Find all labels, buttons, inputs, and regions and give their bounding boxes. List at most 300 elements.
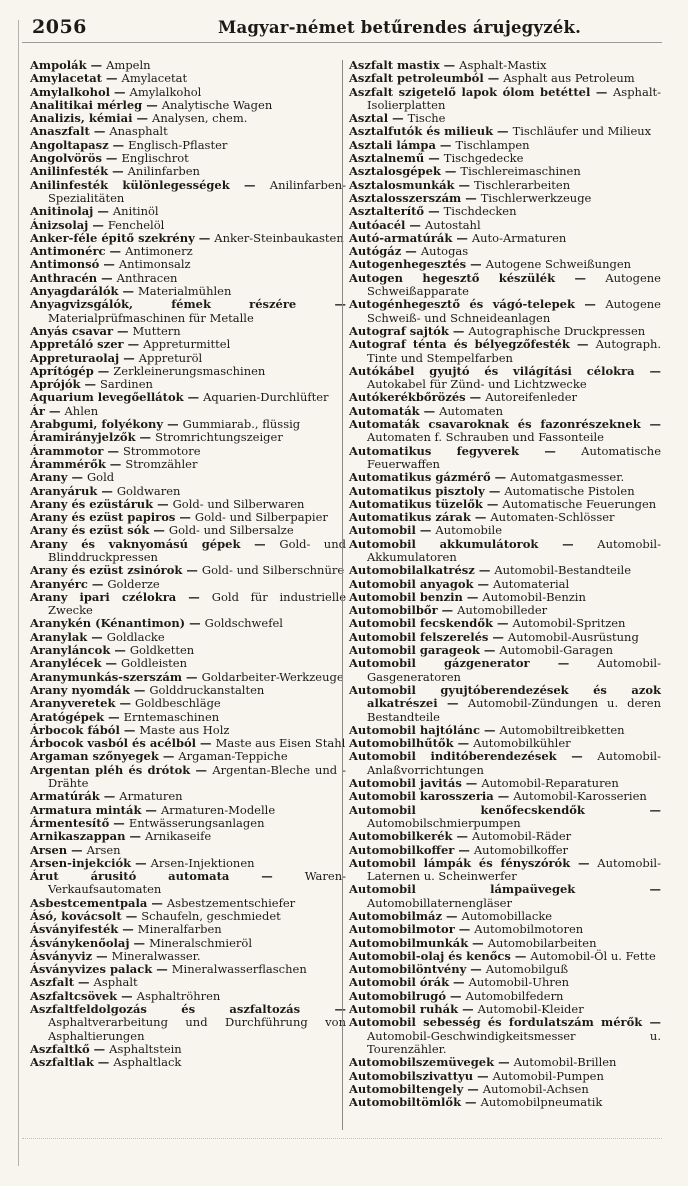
entry-german-term: Goldwaren <box>116 483 181 498</box>
entry-german-term: Automobil-Zündungen u. deren Bestandteile <box>367 696 661 724</box>
entry-hungarian-term: Ármentesítő <box>30 815 110 830</box>
entry-german-term: Automobilarbeiten <box>487 935 597 950</box>
entry-separator: — <box>449 975 469 990</box>
entry-german-term: Automobil-Brillen <box>513 1055 617 1070</box>
entry-separator: — <box>119 722 140 737</box>
entry-german-term: Tische <box>407 111 446 126</box>
index-entry <box>30 910 346 923</box>
entry-hungarian-term: Autókerékbőrözés <box>349 390 466 405</box>
entry-hungarian-term: Aszfalt szigetelő lapok ólom betéttel <box>349 84 591 99</box>
entry-hungarian-term: Anyagdarálók <box>30 284 119 299</box>
entry-hungarian-term: Automobil felszerelés <box>349 629 489 644</box>
entry-separator: — <box>461 776 482 791</box>
entry-separator: — <box>196 736 216 751</box>
index-entry <box>30 352 346 365</box>
entry-separator: — <box>117 988 137 1003</box>
entry-german-term: Automaterial <box>493 576 570 591</box>
entry-separator: — <box>97 483 117 498</box>
entry-separator: — <box>86 58 107 72</box>
index-entry <box>30 817 346 830</box>
entry-german-term: Automobil-Garagen <box>499 643 614 658</box>
entry-hungarian-term: Automobilmotor <box>349 922 455 937</box>
entry-german-term: Antimonsalz <box>118 257 191 272</box>
index-entry <box>30 684 346 697</box>
index-entry <box>349 471 661 484</box>
entry-hungarian-term: Asztalnemű <box>349 151 425 166</box>
index-entry <box>349 405 661 418</box>
entry-german-term: Argaman-Teppiche <box>178 749 288 764</box>
entry-hungarian-term: Automobil gázgenerator <box>349 656 530 671</box>
entry-separator: — <box>99 789 120 804</box>
entry-separator: — <box>442 909 462 923</box>
entry-german-term: Automaten <box>439 403 503 418</box>
index-entry <box>30 937 346 950</box>
index-entry <box>30 485 346 498</box>
entry-separator: — <box>424 151 444 166</box>
index-entry <box>349 485 661 498</box>
entry-german-term: Anitinöl <box>112 204 159 219</box>
entry-german-term: Arsen <box>86 842 121 857</box>
entry-german-term: Asphaltlack <box>113 1055 182 1070</box>
entry-separator: — <box>121 909 142 923</box>
entry-hungarian-term: Asztal <box>349 111 389 126</box>
index-entry <box>349 192 661 205</box>
entry-separator: — <box>388 111 408 126</box>
entry-hungarian-term: Automobil <box>349 523 416 538</box>
entry-separator: — <box>93 1055 114 1070</box>
entry-german-term: Anthracen <box>116 270 178 285</box>
entry-hungarian-term: Arsen <box>30 842 68 857</box>
entry-german-term: Argentan-Bleche und -Drähte <box>48 762 346 791</box>
entry-hungarian-term: Autókábel gyujtó és világítási célokra <box>349 363 635 378</box>
index-entry <box>30 179 346 206</box>
entry-hungarian-term: Anthracén <box>30 270 98 285</box>
entry-german-term: Gold- und Silberschnüre <box>201 563 345 578</box>
entry-german-term: Stromrichtungszeiger <box>155 430 283 445</box>
entry-hungarian-term: Anker-féle épitő szekrény <box>30 230 195 245</box>
entry-german-term: Automobil-Laternen u. Scheinwerfer <box>367 855 661 884</box>
entry-german-term: Automobilfedern <box>465 988 564 1003</box>
entry-separator: — <box>461 1095 481 1110</box>
entry-hungarian-term: Amylacetat <box>30 71 102 86</box>
entry-hungarian-term: Asztalterítő <box>349 204 425 219</box>
entry-hungarian-term: Autograf ténta és bélyegzőfesték <box>349 337 570 352</box>
entry-german-term: Ahlen <box>64 403 99 418</box>
entry-german-term: Automobillaternengläser <box>367 895 512 910</box>
entry-german-term: Automatgasmesser. <box>510 470 625 485</box>
entry-separator: — <box>555 270 606 285</box>
entry-german-term: Gold- und Silberwaren <box>172 496 305 511</box>
entry-separator: — <box>129 682 150 697</box>
index-entry <box>30 99 346 112</box>
entry-hungarian-term: Árammotor <box>30 443 104 458</box>
entry-hungarian-term: Ásványviz <box>30 948 93 963</box>
entry-german-term: Anker-Steinbaukasten <box>214 230 344 245</box>
entry-separator: — <box>538 536 598 551</box>
entry-hungarian-term: Autograf sajtók <box>349 323 449 338</box>
entry-separator: — <box>453 736 474 751</box>
index-entry <box>349 1003 661 1016</box>
entry-german-term: Automatische Feuerwaffen <box>367 443 662 471</box>
entry-hungarian-term: Arany és ezüst papiros <box>30 510 176 525</box>
entry-hungarian-term: Automobilbőr <box>349 603 438 618</box>
entry-hungarian-term: Aratógépek <box>30 709 105 724</box>
entry-hungarian-term: Argaman szőnyegek <box>30 749 159 764</box>
entry-german-term: Auto-Armaturen <box>471 230 567 245</box>
entry-separator: — <box>87 576 108 591</box>
entry-separator: — <box>590 84 613 99</box>
entry-hungarian-term: Automobil karosszeria <box>349 789 494 804</box>
entry-hungarian-term: Automobilszemüvegek <box>349 1055 495 1070</box>
entry-separator: — <box>405 217 425 232</box>
index-entry <box>349 684 661 724</box>
index-entry <box>30 285 346 298</box>
index-entry <box>349 298 661 325</box>
entry-german-term: Tischdecken <box>443 204 517 219</box>
entry-german-term: Autostahl <box>424 217 481 232</box>
entry-hungarian-term: Automobilkerék <box>349 829 453 844</box>
index-entry <box>30 125 346 138</box>
entry-hungarian-term: Appreturaolaj <box>30 350 120 365</box>
entry-separator: — <box>483 71 504 86</box>
index-entry <box>30 418 346 431</box>
entry-german-term: Asbestzementschiefer <box>166 895 296 910</box>
entry-separator: — <box>569 337 596 352</box>
entry-separator: — <box>194 230 215 245</box>
index-entry <box>30 711 346 724</box>
entry-separator: — <box>419 403 440 418</box>
entry-hungarian-term: Autogen hegesztő készülék <box>349 270 556 285</box>
index-entry <box>30 830 346 843</box>
entry-hungarian-term: Analizis, kémiai <box>30 111 133 126</box>
entry-german-term: Fenchelöl <box>107 217 165 232</box>
entry-separator: — <box>135 430 156 445</box>
entry-german-term: Golderze <box>107 576 160 591</box>
entry-hungarian-term: Aprítógép <box>30 363 94 378</box>
index-entry <box>30 657 346 670</box>
entry-german-term: Erntemaschinen <box>123 709 220 724</box>
entry-hungarian-term: Arsen-injekciók <box>30 855 132 870</box>
entry-separator: — <box>67 842 87 857</box>
entry-german-term: Automobil-Anlaßvorrichtungen <box>367 749 661 777</box>
entry-separator: — <box>458 1002 478 1017</box>
entry-separator: — <box>415 523 436 538</box>
entry-german-term: Analysen, chem. <box>152 111 248 126</box>
entry-german-term: Automobilschmierpumpen <box>367 815 521 830</box>
entry-separator: — <box>493 124 513 139</box>
index-entry <box>349 910 661 923</box>
entry-hungarian-term: Asztali lámpa <box>349 137 436 152</box>
index-entry <box>30 790 346 803</box>
entry-german-term: Tischlereimaschinen <box>460 164 581 179</box>
column-divider <box>342 60 343 1130</box>
entry-hungarian-term: Automobiltengely <box>349 1081 464 1096</box>
entry-hungarian-term: Automobilöntvény <box>349 962 467 977</box>
entry-hungarian-term: Aranylak <box>30 629 88 644</box>
entry-hungarian-term: Automobil órák <box>349 975 450 990</box>
entry-separator: — <box>132 111 153 126</box>
index-entry <box>349 844 661 857</box>
entry-hungarian-term: Asztalosgépek <box>349 164 441 179</box>
entry-german-term: Anilinfarben-Spezialitäten <box>48 177 346 205</box>
entry-hungarian-term: Ásó, kovácsolt <box>30 909 122 923</box>
entry-german-term: Arnikaseife <box>145 829 212 844</box>
entry-german-term: Gold- und Silbersalze <box>168 523 294 538</box>
entry-separator: — <box>182 669 202 684</box>
index-entry <box>30 897 346 910</box>
entry-hungarian-term: Autógáz <box>349 244 402 259</box>
entry-german-term: Gummiarab., flüssig <box>182 417 301 432</box>
index-entry <box>30 671 346 684</box>
entry-german-term: Automobilguß <box>485 962 569 977</box>
entry-hungarian-term: Automobil hajtólánc <box>349 722 481 737</box>
entry-hungarian-term: Armatúrák <box>30 789 100 804</box>
entry-german-term: Automobil-Benzin <box>482 589 586 604</box>
entry-german-term: Automaten f. Schrauben und Fassonteile <box>367 430 604 445</box>
index-entry <box>30 325 346 338</box>
entry-separator: — <box>158 749 179 764</box>
entry-german-term: Automobil-Karosserien <box>513 789 647 804</box>
entry-hungarian-term: Arany nyomdák <box>30 682 130 697</box>
entry-german-term: Automobile <box>435 523 503 538</box>
entry-separator: — <box>468 935 488 950</box>
index-entry <box>30 391 346 404</box>
index-entry <box>30 205 346 218</box>
entry-german-term: Tischgedecke <box>443 151 524 166</box>
entry-separator: — <box>634 363 661 378</box>
entry-separator: — <box>479 643 500 658</box>
entry-separator: — <box>435 137 456 152</box>
entry-hungarian-term: Aranylécek <box>30 656 102 671</box>
entry-separator: — <box>463 1081 483 1096</box>
entry-separator: — <box>494 1055 514 1070</box>
entry-hungarian-term: Asbestcementpala <box>30 895 148 910</box>
entry-german-term: Gold für industrielle Zwecke <box>48 589 347 618</box>
entry-german-term: Ampeln <box>106 58 151 72</box>
index-entry <box>349 1083 661 1096</box>
entry-hungarian-term: Automatikus pisztoly <box>349 483 485 498</box>
entry-german-term: Armaturen <box>119 789 183 804</box>
index-entry <box>30 564 346 577</box>
entry-separator: — <box>67 470 87 485</box>
entry-german-term: Automobilmotoren <box>474 922 584 937</box>
index-entry <box>30 697 346 710</box>
index-entry <box>30 165 346 178</box>
entry-separator: — <box>570 855 598 870</box>
entry-hungarian-term: Anaszfalt <box>30 124 90 139</box>
index-entry <box>30 1003 346 1043</box>
index-entry <box>349 883 661 910</box>
entry-separator: — <box>466 257 486 272</box>
entry-separator: — <box>401 244 421 259</box>
entry-german-term: Golddruckanstalten <box>149 682 265 697</box>
entry-german-term: Waren-Verkaufsautomaten <box>48 869 346 897</box>
index-entry <box>30 59 346 72</box>
entry-hungarian-term: Anilinfesték különlegességek <box>30 177 230 192</box>
entry-german-term: Appreturmittel <box>143 337 231 352</box>
index-entry <box>349 152 661 165</box>
entry-german-term: Automobil-Räder <box>472 829 572 844</box>
entry-german-term: Automobilleder <box>457 603 548 618</box>
entry-separator: — <box>300 1002 346 1017</box>
index-entry <box>30 378 346 391</box>
entry-separator: — <box>454 922 475 937</box>
index-entry <box>349 644 661 657</box>
entry-german-term: Automobil-Uhren <box>468 975 570 990</box>
entry-separator: — <box>446 988 466 1003</box>
index-column-left <box>30 59 346 1070</box>
entry-german-term: Anilinfarben <box>127 164 200 179</box>
entry-hungarian-term: Automobilalkatrész <box>349 563 475 578</box>
index-entry <box>349 245 661 258</box>
entry-hungarian-term: Automobil anyagok <box>349 576 474 591</box>
entry-separator: — <box>109 815 129 830</box>
entry-hungarian-term: Automobil lámpák és fényszórók <box>349 855 571 870</box>
entry-separator: — <box>118 922 138 937</box>
index-entry <box>30 990 346 1003</box>
index-entry <box>30 724 346 737</box>
entry-separator: — <box>473 1068 493 1083</box>
index-entry <box>30 617 346 630</box>
index-entry <box>349 1056 661 1069</box>
entry-german-term: Mineralfarben <box>137 922 222 937</box>
entry-separator: — <box>465 390 486 405</box>
entry-hungarian-term: Árammérők <box>30 456 106 471</box>
entry-separator: — <box>519 443 582 458</box>
entry-german-term: Materialmühlen <box>137 284 232 299</box>
entry-hungarian-term: Aszfalt petroleumból <box>349 71 484 86</box>
entry-separator: — <box>129 935 150 950</box>
entry-hungarian-term: Automobil akkumulátorok <box>349 536 539 551</box>
entry-separator: — <box>439 58 460 72</box>
index-entry <box>349 418 661 445</box>
entry-hungarian-term: Automobil benzin <box>349 589 463 604</box>
entry-separator: — <box>97 270 117 285</box>
entry-separator: — <box>556 749 598 764</box>
index-entry <box>30 498 346 511</box>
entry-hungarian-term: Automaták <box>349 403 420 418</box>
index-entry <box>30 737 346 750</box>
entry-separator: — <box>99 257 119 272</box>
entry-german-term: Asphalt-Mastix <box>459 58 547 72</box>
entry-hungarian-term: Arany és ezüst sók <box>30 523 150 538</box>
entry-separator: — <box>131 855 151 870</box>
entry-german-term: Appreturöl <box>138 350 203 365</box>
index-entry <box>30 923 346 936</box>
entry-german-term: Autographische Druckpressen <box>468 323 646 338</box>
entry-german-term: Asphalt <box>93 975 138 990</box>
entry-hungarian-term: Aranykén (Kénantimon) <box>30 616 186 631</box>
index-entry <box>349 179 661 192</box>
entry-separator: — <box>229 869 305 884</box>
page-bottom-rule <box>22 1138 662 1139</box>
entry-separator: — <box>101 151 122 166</box>
entry-separator: — <box>113 323 133 338</box>
index-entry <box>349 564 661 577</box>
index-entry <box>30 112 346 125</box>
index-entry <box>349 923 661 936</box>
entry-separator: — <box>462 589 483 604</box>
entry-separator: — <box>125 829 145 844</box>
entry-hungarian-term: Aszfaltcsövek <box>30 988 118 1003</box>
entry-separator: — <box>110 84 130 99</box>
entry-separator: — <box>115 696 135 711</box>
entry-hungarian-term: Angoltapasz <box>30 137 109 152</box>
index-entry <box>349 219 661 232</box>
entry-hungarian-term: Automobilkoffer <box>349 842 455 857</box>
index-entry <box>349 325 661 338</box>
entry-hungarian-term: Árbocok vasból és acélból <box>30 736 197 751</box>
entry-separator: — <box>163 417 183 432</box>
entry-hungarian-term: Ampolák <box>30 58 87 72</box>
entry-hungarian-term: Anitinolaj <box>30 204 94 219</box>
entry-hungarian-term: Arany és vaknyomású gépek <box>30 536 241 551</box>
entry-german-term: Strommotore <box>123 443 201 458</box>
entry-german-term: Goldschwefel <box>204 616 283 631</box>
entry-separator: — <box>574 297 606 312</box>
index-entry <box>349 604 661 617</box>
entry-hungarian-term: Automobil ruhák <box>349 1002 459 1017</box>
entry-german-term: Automatische Pistolen <box>504 483 635 498</box>
entry-separator: — <box>482 496 503 511</box>
index-entry <box>30 365 346 378</box>
entry-german-term: Maste aus Holz <box>139 722 230 737</box>
index-entry <box>349 976 661 989</box>
index-entry <box>30 338 346 351</box>
entry-german-term: Goldbeschläge <box>134 696 221 711</box>
entry-german-term: Muttern <box>132 323 181 338</box>
entry-german-term: Autogene Schweißungen <box>485 257 632 272</box>
entry-separator: — <box>108 137 129 152</box>
entry-hungarian-term: Anyás csavar <box>30 323 114 338</box>
entry-hungarian-term: Ásványkenőolaj <box>30 935 130 950</box>
entry-german-term: Asphalt aus Petroleum <box>503 71 635 86</box>
entry-german-term: Tischlerarbeiten <box>474 177 571 192</box>
entry-separator: — <box>454 177 474 192</box>
entry-separator: — <box>175 510 195 525</box>
index-entry <box>30 976 346 989</box>
entry-hungarian-term: Arany és ezüstáruk <box>30 496 154 511</box>
entry-hungarian-term: Amylalkohol <box>30 84 111 99</box>
entry-hungarian-term: Automobilmáz <box>349 909 443 923</box>
entry-german-term: Autogene Schweißapparate <box>367 270 661 299</box>
entry-german-term: Automaten-Schlösser <box>490 510 615 525</box>
entry-separator: — <box>103 443 123 458</box>
entry-separator: — <box>89 124 110 139</box>
index-entry <box>30 258 346 271</box>
entry-hungarian-term: Automobiltömlők <box>349 1095 462 1110</box>
entry-separator: — <box>510 948 531 963</box>
entry-separator: — <box>190 762 213 777</box>
entry-separator: — <box>142 97 162 112</box>
entry-german-term: Automobil-Bestandteile <box>494 563 632 578</box>
index-entry <box>30 471 346 484</box>
entry-hungarian-term: Autogénhegesztő és vágó-telepek <box>349 297 575 312</box>
entry-separator: — <box>118 284 138 299</box>
entry-german-term: Automatische Feuerungen <box>502 496 657 511</box>
index-entry <box>349 165 661 178</box>
entry-hungarian-term: Automobilszivattyu <box>349 1068 474 1083</box>
entry-hungarian-term: Aranymunkás-szerszám <box>30 669 183 684</box>
entry-hungarian-term: Automobilhűtők <box>349 736 454 751</box>
entry-german-term: Autogas <box>420 244 469 259</box>
entry-hungarian-term: Ánizsolaj <box>30 217 89 232</box>
entry-german-term: Maste aus Eisen Stahl <box>215 736 346 751</box>
entry-german-term: Arsen-Injektionen <box>150 855 255 870</box>
entry-german-term: Asphaltverarbeitung und Durchführung von Asphaltierungen <box>48 1015 346 1043</box>
entry-german-term: Englisch-Pflaster <box>128 137 228 152</box>
entry-hungarian-term: Autóacél <box>349 217 406 232</box>
